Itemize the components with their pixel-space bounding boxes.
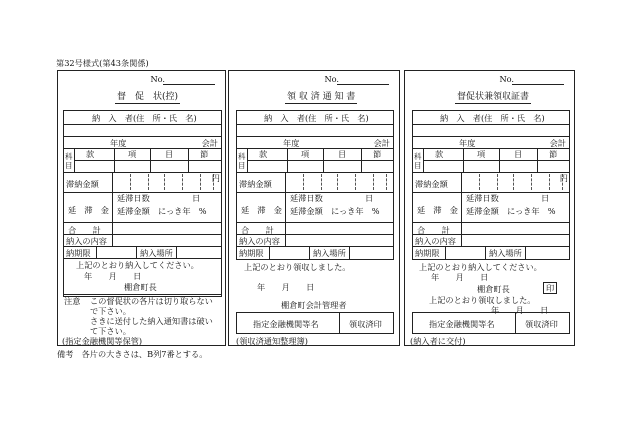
total-label: 合 計: [68, 225, 101, 235]
kou-header: 項: [477, 149, 486, 159]
account-label: 会計: [201, 138, 218, 148]
bank-stamp-row: [236, 312, 394, 334]
bank-stamp-row: [412, 312, 570, 334]
official-seal: 印: [543, 282, 557, 294]
account-label: 会計: [549, 138, 566, 148]
issuer-name: 棚倉町長: [477, 284, 510, 294]
kamoku-label: 科目: [238, 152, 246, 170]
issuer-name: 棚倉町長: [124, 282, 157, 292]
form-grid: [63, 110, 222, 297]
day-unit: 日: [541, 193, 550, 203]
late-days-label: 延滞日数: [290, 193, 323, 203]
receipt-date: 年 月 日: [491, 305, 549, 315]
form3-footer: (納入者に交付): [410, 336, 466, 346]
form-receipt-notice: [228, 70, 400, 346]
yen-unit: 円: [211, 173, 220, 183]
receipt-stamp-label: 領収済印: [349, 319, 382, 329]
receipt-date: 年 月 日: [257, 282, 315, 292]
contents-label: 納入の内容: [66, 236, 107, 246]
receipt-stamp-label: 領収済印: [525, 319, 558, 329]
delinquent-amount-label: 滞納金額: [66, 179, 99, 189]
form-tokusokujo-receipt: [404, 70, 575, 346]
payer-label: 納 入 者(住 所・氏 名): [264, 113, 369, 123]
late-fee-label: 延 滞 金: [417, 205, 458, 215]
kamoku-label: 科目: [65, 152, 73, 170]
form-grid: [412, 110, 570, 260]
no-field: [512, 75, 564, 85]
payer-label: 納 入 者(住 所・氏 名): [440, 113, 545, 123]
issue-date: 年 月 日: [431, 272, 489, 282]
no-label: No.: [324, 74, 339, 84]
contents-label: 納入の内容: [415, 236, 456, 246]
setsu-header: 節: [373, 149, 382, 159]
contents-label: 納入の内容: [239, 236, 280, 246]
form1-footer: (指定金融機関等保管): [62, 336, 143, 346]
late-days-label: 延滞日数: [117, 193, 150, 203]
yen-unit: 円: [559, 173, 568, 183]
deadline-label: 納期限: [239, 248, 264, 258]
no-field: [163, 75, 215, 85]
payer-label: 納 入 者(住 所・氏 名): [92, 113, 197, 123]
setsu-header: 節: [549, 149, 558, 159]
delinquent-amount-label: 滞納金額: [415, 179, 448, 189]
receipt-text: 上記のとおり領収しました。: [429, 295, 536, 305]
no-label: No.: [150, 74, 165, 84]
kan-header: 款: [259, 149, 268, 159]
late-fee-label: 延 滞 金: [241, 205, 282, 215]
note-line-4: て下さい。: [90, 326, 131, 336]
note-line-2: で下さい。: [90, 306, 131, 316]
note-label: 注意: [64, 296, 81, 306]
place-label: 納入場所: [489, 248, 522, 258]
setsu-header: 節: [200, 149, 209, 159]
kou-header: 項: [301, 149, 310, 159]
delinquent-amount-label: 滞納金額: [239, 179, 272, 189]
late-amount-label: 延滞金額 にっき年 %: [466, 206, 556, 216]
late-amount-label: 延滞金額 にっき年 %: [117, 206, 207, 216]
note-line-3: さきに送付した納入通知書は破い: [90, 316, 213, 326]
deadline-label: 納期限: [415, 248, 440, 258]
deadline-label: 納期限: [66, 248, 91, 258]
day-unit: 日: [192, 193, 201, 203]
form-title: 督 促 状(控): [117, 92, 179, 102]
no-label: No.: [499, 74, 514, 84]
total-label: 合 計: [241, 225, 274, 235]
late-days-label: 延滞日数: [466, 193, 499, 203]
remark: 備考 各片の大きさは、B列7番とする。: [57, 349, 208, 359]
place-label: 納入場所: [140, 248, 173, 258]
fiscal-year-label: 年度: [110, 138, 127, 148]
no-field: [337, 75, 389, 85]
form-title: 督促状兼領収証書: [457, 92, 530, 102]
late-amount-label: 延滞金額 にっき年 %: [290, 206, 380, 216]
bank-label: 指定金融機関等名: [429, 319, 495, 329]
bank-label: 指定金融機関等名: [253, 319, 319, 329]
place-label: 納入場所: [313, 248, 346, 258]
day-unit: 日: [365, 193, 374, 203]
form-title: 領 収 済 通 知 書: [287, 92, 356, 102]
kan-header: 款: [435, 149, 444, 159]
receipt-text: 上記のとおり領収しました。: [244, 262, 351, 272]
total-label: 合 計: [417, 225, 450, 235]
kamoku-label: 科目: [414, 152, 422, 170]
form-number: 第32号様式(第43条関係): [56, 58, 149, 68]
moku-header: 目: [338, 149, 347, 159]
kan-header: 款: [86, 149, 95, 159]
issue-date: 年 月 日: [84, 271, 142, 281]
late-fee-label: 延 滞 金: [68, 205, 109, 215]
kou-header: 項: [128, 149, 137, 159]
moku-header: 目: [165, 149, 174, 159]
form-tokusokujo-copy: [57, 70, 226, 346]
fiscal-year-label: 年度: [459, 138, 476, 148]
note-line-1: この督促状の各片は切り取らない: [90, 296, 213, 306]
form-grid: [236, 110, 394, 260]
payment-request-text: 上記のとおり納入してください。: [419, 262, 542, 272]
issuer-name: 棚倉町会計管理者: [281, 300, 347, 310]
payment-request-text: 上記のとおり納入してください。: [76, 260, 199, 270]
form2-footer: (領収済通知整理簿): [236, 336, 308, 346]
fiscal-year-label: 年度: [283, 138, 300, 148]
account-label: 会計: [373, 138, 390, 148]
moku-header: 目: [514, 149, 523, 159]
